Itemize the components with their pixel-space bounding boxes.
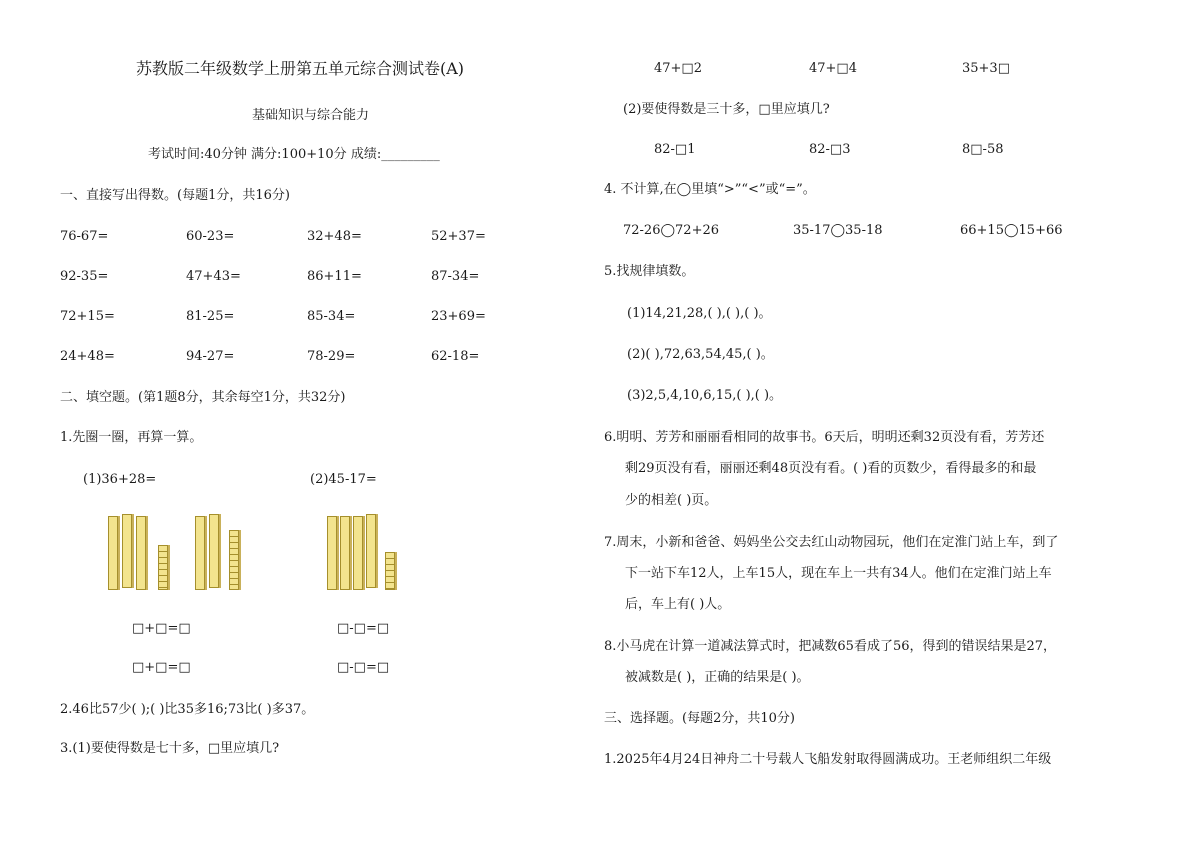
pattern-item: (2)( ),72,63,54,45,( )。 (627, 347, 774, 362)
question-6-line: 剩29页没有看，丽丽还剩48页没有看。( )看的页数少，看得最多的和最 (625, 461, 1037, 476)
calc-item: 62-18= (431, 349, 480, 364)
exam-info (148, 147, 440, 163)
base-ten-blocks-36 (108, 514, 172, 590)
ten-rod (195, 516, 205, 590)
base-ten-blocks-28 (195, 514, 245, 590)
question-4: 4. 不计算,在◯里填“>”“<”或“=”。 (604, 182, 816, 197)
calc-item: 76-67= (60, 229, 109, 244)
q3-item: 47+□2 (654, 61, 702, 76)
question-7-line: 下一站下车12人，上车15人，现在车上一共有34人。他们在定淮门站上车 (625, 566, 1052, 581)
calc-item: 87-34= (431, 269, 480, 284)
calc-item: 86+11= (307, 269, 362, 284)
calc-item: 32+48= (307, 229, 362, 244)
question-2: 2.46比57少( );( )比35多16;73比( )多37。 (60, 702, 315, 717)
calc-item: 47+43= (186, 269, 241, 284)
page-title: 苏教版二年级数学上册第五单元综合测试卷(A) (136, 59, 465, 78)
section-3-heading: 三、选择题。(每题2分，共10分) (604, 711, 795, 726)
score-blank[interactable]: _________ (381, 147, 440, 162)
section-2-heading: 二、填空题。(第1题8分，其余每空1分，共32分) (60, 390, 346, 405)
q3-item: 35+3□ (962, 61, 1010, 76)
box-equation: □-□=□ (337, 621, 390, 636)
calc-item: 85-34= (307, 309, 356, 324)
q3-item: 82-□1 (654, 142, 696, 157)
q3-item: 47+□4 (809, 61, 857, 76)
question-6-line: 少的相差( )页。 (625, 493, 718, 508)
unit-cubes (158, 545, 168, 590)
question-7-line: 7.周末，小新和爸爸、妈妈坐公交去红山动物园玩，他们在定淮门站上车，到了 (604, 535, 1059, 550)
question-8-line: 被减数是( )，正确的结果是( )。 (625, 670, 810, 685)
ten-rod (366, 514, 376, 588)
calc-item: 92-35= (60, 269, 109, 284)
unit-cubes (229, 530, 239, 590)
box-equation: □+□=□ (132, 621, 191, 636)
box-equation: □+□=□ (132, 660, 191, 675)
ten-rod (327, 516, 337, 590)
q3-item: 8□-58 (962, 142, 1004, 157)
comparison-item: 72-26◯72+26 (623, 223, 720, 238)
ten-rod (340, 516, 350, 590)
question-3: 3.(1)要使得数是七十多，□里应填几? (60, 741, 280, 756)
calc-item: 52+37= (431, 229, 486, 244)
ten-rod (122, 514, 132, 588)
base-ten-blocks-45 (327, 514, 399, 590)
ten-rod (136, 516, 146, 590)
box-equation: □-□=□ (337, 660, 390, 675)
question-3-part-2: (2)要使得数是三十多，□里应填几? (623, 102, 830, 117)
question-7-line: 后，车上有( )人。 (625, 597, 731, 612)
pattern-item: (3)2,5,4,10,6,15,( ),( )。 (627, 388, 783, 403)
question-1: 1.先圈一圈，再算一算。 (60, 430, 203, 445)
question-1-part-2: (2)45-17= (310, 472, 377, 487)
exam-info-text: 考试时间:40分钟 满分:100+10分 成绩: (148, 147, 382, 162)
question-6-line: 6.明明、芳芳和丽丽看相同的故事书。6天后，明明还剩32页没有看，芳芳还 (604, 430, 1045, 445)
section-1-heading: 一、直接写出得数。(每题1分，共16分) (60, 188, 290, 203)
comparison-item: 35-17◯35-18 (793, 223, 883, 238)
calc-item: 81-25= (186, 309, 235, 324)
section-3-question-1: 1.2025年4月24日神舟二十号载人飞船发射取得圆满成功。王老师组织二年级 (604, 752, 1052, 767)
ten-rod (353, 516, 363, 590)
q3-item: 82-□3 (809, 142, 851, 157)
question-5: 5.找规律填数。 (604, 264, 695, 279)
calc-item: 94-27= (186, 349, 235, 364)
calc-item: 72+15= (60, 309, 115, 324)
comparison-item: 66+15◯15+66 (960, 223, 1063, 238)
calc-item: 60-23= (186, 229, 235, 244)
ten-rod (108, 516, 118, 590)
ten-rod (209, 514, 219, 588)
question-8-line: 8.小马虎在计算一道减法算式时，把减数65看成了56，得到的错误结果是27， (604, 639, 1057, 654)
page-subtitle: 基础知识与综合能力 (252, 108, 370, 123)
pattern-item: (1)14,21,28,( ),( ),( )。 (627, 306, 772, 321)
calc-item: 24+48= (60, 349, 115, 364)
calc-item: 78-29= (307, 349, 356, 364)
calc-item: 23+69= (431, 309, 486, 324)
question-1-part-1: (1)36+28= (83, 472, 157, 487)
unit-cubes (385, 552, 395, 590)
